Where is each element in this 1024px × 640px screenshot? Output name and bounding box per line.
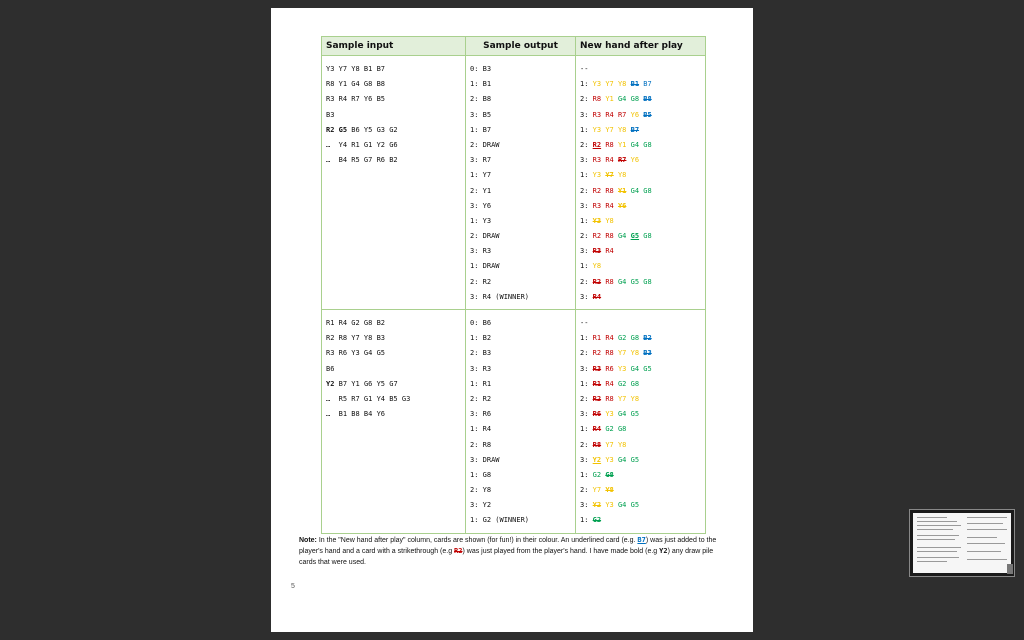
input-token: … B4 R5 G7 R6 B2 (326, 156, 398, 165)
player-prefix: 1: (580, 80, 593, 89)
header-sample-output: Sample output (466, 37, 576, 56)
card-token: Y3 (605, 501, 614, 510)
hand-line (580, 316, 701, 331)
player-prefix: 2: (580, 394, 593, 403)
card-token: Y8 (617, 125, 627, 134)
sample-table (321, 36, 706, 534)
input-line (326, 92, 461, 107)
hand-line (580, 275, 701, 290)
card-token: B3 (643, 349, 652, 358)
player-prefix: 3: (580, 410, 593, 419)
input-token: Y2 (326, 379, 335, 388)
input-token: R2 R8 Y7 Y8 B3 (326, 334, 386, 343)
input-token: … Y4 R1 G1 Y2 G6 (326, 140, 398, 149)
card-token: Y3 (592, 125, 602, 134)
card-token: R4 (605, 247, 614, 256)
hand-line (580, 229, 701, 244)
card-token: Y3 (605, 455, 614, 464)
card-token: B7 (643, 80, 652, 89)
player-prefix: 1: (580, 425, 593, 434)
card-token: Y1 (617, 186, 627, 195)
player-prefix: 2: (580, 95, 593, 104)
card-token: R4 (605, 110, 614, 119)
input-token: B6 (326, 364, 335, 373)
output-line: 3: R4 (WINNER) (470, 292, 530, 301)
card-token: Y7 (592, 486, 602, 495)
hand-line (580, 392, 701, 407)
card-token: G8 (643, 140, 652, 149)
output-line: 2: R2 (470, 394, 492, 403)
input-line (326, 153, 461, 168)
output-line: 3: Y6 (470, 201, 492, 210)
card-token: Y7 (605, 80, 614, 89)
sample-input-cell (322, 56, 466, 310)
note-text: ) any draw pile cards that were used. (299, 548, 714, 566)
card-token: R8 (592, 440, 602, 449)
input-line (326, 108, 461, 123)
card-token: Y3 (617, 364, 627, 373)
hand-line (580, 168, 701, 183)
output-line: 3: Y2 (470, 501, 492, 510)
sample-output-cell (466, 56, 576, 310)
card-token: R8 (605, 277, 614, 286)
output-line: 2: Y1 (470, 186, 492, 195)
input-token: R2 G5 (326, 125, 348, 134)
card-token: R8 (605, 394, 614, 403)
hand-line (580, 422, 701, 437)
hand-line (580, 483, 701, 498)
input-token: … B1 B8 B4 Y6 (326, 410, 386, 419)
hand-line (580, 244, 701, 259)
note-text: R2 (454, 547, 463, 555)
hand-line (580, 290, 701, 305)
card-token: G8 (630, 95, 640, 104)
hand-line (580, 62, 701, 77)
card-token: B5 (643, 110, 652, 119)
input-line (326, 346, 461, 361)
player-prefix: 3: (580, 110, 593, 119)
card-token: Y8 (592, 262, 602, 271)
hand-line (580, 184, 701, 199)
input-token: Y3 Y7 Y8 B1 B7 (326, 65, 386, 73)
input-line (326, 316, 461, 331)
card-token: R8 (605, 140, 614, 149)
card-token: G2 (617, 379, 627, 388)
card-token: R3 (592, 247, 602, 256)
player-prefix: 3: (580, 156, 593, 165)
card-token: Y7 (617, 394, 627, 403)
card-token: Y8 (630, 349, 640, 358)
note-text: In the "New hand after play" column, cards are shown (for fun!) in their colour. An underlined card (e.g. (316, 537, 638, 544)
card-token: G4 (617, 501, 627, 510)
player-prefix: 3: (580, 201, 593, 210)
card-token: G5 (630, 410, 640, 419)
card-token: R2 (592, 277, 602, 286)
input-token: B7 Y1 G6 Y5 G7 (334, 379, 398, 388)
output-line: 1: DRAW (470, 262, 500, 271)
card-token: R3 (592, 156, 602, 165)
card-token: R8 (605, 232, 614, 241)
card-token: Y8 (617, 80, 627, 89)
card-token: G4 (617, 410, 627, 419)
header-row (322, 37, 706, 56)
note-label: Note: (299, 537, 317, 544)
hand-line (580, 377, 701, 392)
player-prefix: 1: (580, 125, 593, 134)
player-prefix: 3: (580, 455, 593, 464)
output-line: 1: G8 (470, 470, 492, 479)
hand-line (580, 468, 701, 483)
card-token: Y2 (592, 455, 602, 464)
output-line: 2: DRAW (470, 232, 500, 241)
output-line: 3: R7 (470, 156, 492, 165)
hand-line (580, 453, 701, 468)
output-line: 2: R8 (470, 440, 492, 449)
card-token: Y7 (605, 125, 614, 134)
card-token: G5 (630, 232, 640, 241)
example-group-1 (322, 56, 706, 310)
sample-output-cell (466, 310, 576, 534)
document-page (271, 8, 753, 632)
card-token: R7 (617, 110, 627, 119)
player-prefix: 3: (580, 501, 593, 510)
card-token: R3 (592, 364, 602, 373)
card-token: Y3 (592, 80, 602, 89)
input-line (326, 407, 461, 422)
hand-line (580, 214, 701, 229)
output-line: 0: B3 (470, 65, 492, 73)
hand-line (580, 498, 701, 513)
input-token: R3 R6 Y3 G4 G5 (326, 349, 386, 358)
card-token: Y6 (630, 110, 640, 119)
hand-line (580, 407, 701, 422)
card-token: G4 (617, 455, 627, 464)
card-token: R4 (605, 334, 614, 343)
player-prefix: 1: (580, 216, 593, 225)
card-token: G4 (617, 232, 627, 241)
card-token: Y1 (605, 95, 614, 104)
card-token: B2 (643, 334, 652, 343)
card-token: R8 (605, 349, 614, 358)
output-line: 3: R3 (470, 247, 492, 256)
card-token: G2 (592, 516, 602, 525)
output-line: 0: B6 (470, 319, 492, 327)
player-prefix: -- (580, 319, 589, 327)
card-token: B1 (630, 80, 640, 89)
hand-line (580, 346, 701, 361)
hand-line (580, 77, 701, 92)
card-token: G8 (630, 379, 640, 388)
card-token: G5 (643, 364, 652, 373)
output-line: 3: DRAW (470, 455, 500, 464)
card-token: G5 (630, 455, 640, 464)
card-token: R1 (592, 334, 602, 343)
player-prefix: 1: (580, 262, 593, 271)
input-line (326, 62, 461, 77)
card-token: Y7 (617, 349, 627, 358)
player-prefix: 1: (580, 516, 593, 525)
card-token: R8 (592, 95, 602, 104)
card-token: Y3 (592, 171, 602, 180)
input-line (326, 377, 461, 392)
card-token: R3 (592, 110, 602, 119)
card-token: Y8 (617, 440, 627, 449)
hand-line (580, 153, 701, 168)
output-line: 3: B5 (470, 110, 492, 119)
card-token: G5 (630, 501, 640, 510)
card-token: G8 (605, 470, 614, 479)
card-token: Y1 (617, 140, 627, 149)
hand-line (580, 123, 701, 138)
output-line: 2: B8 (470, 95, 492, 104)
note-text: ) was just added to the player's hand and a card with a strikethrough (e.g (299, 537, 717, 555)
output-line: 1: B1 (470, 80, 492, 89)
hand-line (580, 438, 701, 453)
output-line: 1: G2 (WINNER) (470, 516, 530, 525)
output-line: 2: DRAW (470, 140, 500, 149)
input-token: R8 Y1 G4 G8 B8 (326, 80, 386, 89)
hand-line (580, 259, 701, 274)
card-token: Y6 (617, 201, 627, 210)
card-token: B7 (630, 125, 640, 134)
card-token: Y2 (592, 501, 602, 510)
thumbnail-scrollbar[interactable] (1007, 564, 1013, 574)
hand-line (580, 362, 701, 377)
header-new-hand: New hand after play (576, 37, 706, 56)
hand-line (580, 331, 701, 346)
card-token: G4 (630, 186, 640, 195)
card-token: B8 (643, 95, 652, 104)
card-token: G8 (643, 277, 652, 286)
card-token: R2 (592, 140, 602, 149)
hand-line (580, 92, 701, 107)
card-token: R4 (605, 201, 614, 210)
header-sample-input: Sample input (322, 37, 466, 56)
input-line (326, 123, 461, 138)
hand-line (580, 138, 701, 153)
card-token: G5 (630, 277, 640, 286)
card-token: Y8 (630, 394, 640, 403)
card-token: G2 (605, 425, 614, 434)
card-token: R2 (592, 349, 602, 358)
example-group-2 (322, 310, 706, 534)
player-prefix: 1: (580, 379, 593, 388)
player-prefix: 2: (580, 440, 593, 449)
new-hand-cell (576, 56, 706, 310)
output-line: 1: R4 (470, 425, 492, 434)
player-prefix: 1: (580, 334, 593, 343)
note-text: B7 (637, 536, 646, 544)
card-token: Y7 (605, 440, 614, 449)
card-token: G2 (617, 334, 627, 343)
player-prefix: 1: (580, 171, 593, 180)
page-number: 5 (291, 583, 295, 590)
input-token: B3 (326, 110, 335, 119)
player-prefix: 3: (580, 247, 593, 256)
card-token: Y8 (605, 486, 614, 495)
note-text: Y2 (659, 547, 668, 555)
output-line: 1: R1 (470, 379, 492, 388)
card-token: Y3 (592, 216, 602, 225)
hand-line (580, 513, 701, 528)
card-token: Y8 (617, 171, 627, 180)
input-line (326, 331, 461, 346)
note-text: ) was just played from the player's hand. I have made bold (e.g (462, 548, 660, 555)
player-prefix: 2: (580, 349, 593, 358)
player-prefix: 3: (580, 364, 593, 373)
card-token: R4 (592, 292, 602, 301)
card-token: R3 (592, 201, 602, 210)
card-token: G4 (617, 277, 627, 286)
card-token: R2 (592, 394, 602, 403)
hand-line (580, 199, 701, 214)
player-prefix: 2: (580, 140, 593, 149)
card-token: G8 (617, 425, 627, 434)
card-token: R8 (605, 186, 614, 195)
output-line: 3: R6 (470, 410, 492, 419)
card-token: R2 (592, 232, 602, 241)
card-token: R6 (605, 364, 614, 373)
output-line: 2: Y8 (470, 486, 492, 495)
card-token: G8 (643, 232, 652, 241)
sample-input-cell (322, 310, 466, 534)
input-line (326, 77, 461, 92)
input-token: R3 R4 R7 Y6 B5 (326, 95, 386, 104)
player-prefix: 2: (580, 232, 593, 241)
output-line: 1: Y3 (470, 216, 492, 225)
card-token: R4 (592, 425, 602, 434)
card-token: G4 (630, 364, 640, 373)
card-token: R2 (592, 186, 602, 195)
card-token: R4 (605, 379, 614, 388)
card-token: Y7 (605, 171, 614, 180)
card-token: R6 (592, 410, 602, 419)
output-line: 1: B7 (470, 125, 492, 134)
card-token: Y8 (605, 216, 614, 225)
card-token: R1 (592, 379, 602, 388)
output-line: 1: B2 (470, 334, 492, 343)
output-line: 1: Y7 (470, 171, 492, 180)
card-token: G2 (592, 470, 602, 479)
page-thumbnail[interactable] (909, 509, 1015, 577)
input-line (326, 138, 461, 153)
player-prefix: 2: (580, 486, 593, 495)
input-line (326, 362, 461, 377)
input-token: B6 Y5 G3 G2 (347, 125, 398, 134)
player-prefix: 2: (580, 186, 593, 195)
player-prefix: -- (580, 65, 589, 73)
output-line: 2: R2 (470, 277, 492, 286)
new-hand-cell (576, 310, 706, 534)
card-token: G8 (630, 334, 640, 343)
input-token: R1 R4 G2 G8 B2 (326, 319, 386, 327)
card-token: R4 (605, 156, 614, 165)
note-paragraph (299, 535, 719, 568)
input-line (326, 392, 461, 407)
card-token: Y6 (630, 156, 640, 165)
thumbnail-page (913, 513, 1011, 573)
input-token: … R5 R7 G1 Y4 B5 G3 (326, 394, 411, 403)
player-prefix: 3: (580, 292, 593, 301)
card-token: G4 (617, 95, 627, 104)
card-token: G8 (643, 186, 652, 195)
output-line: 2: B3 (470, 349, 492, 358)
player-prefix: 2: (580, 277, 593, 286)
hand-line (580, 108, 701, 123)
output-line: 3: R3 (470, 364, 492, 373)
card-token: Y3 (605, 410, 614, 419)
player-prefix: 1: (580, 470, 593, 479)
card-token: G4 (630, 140, 640, 149)
card-token: R7 (617, 156, 627, 165)
